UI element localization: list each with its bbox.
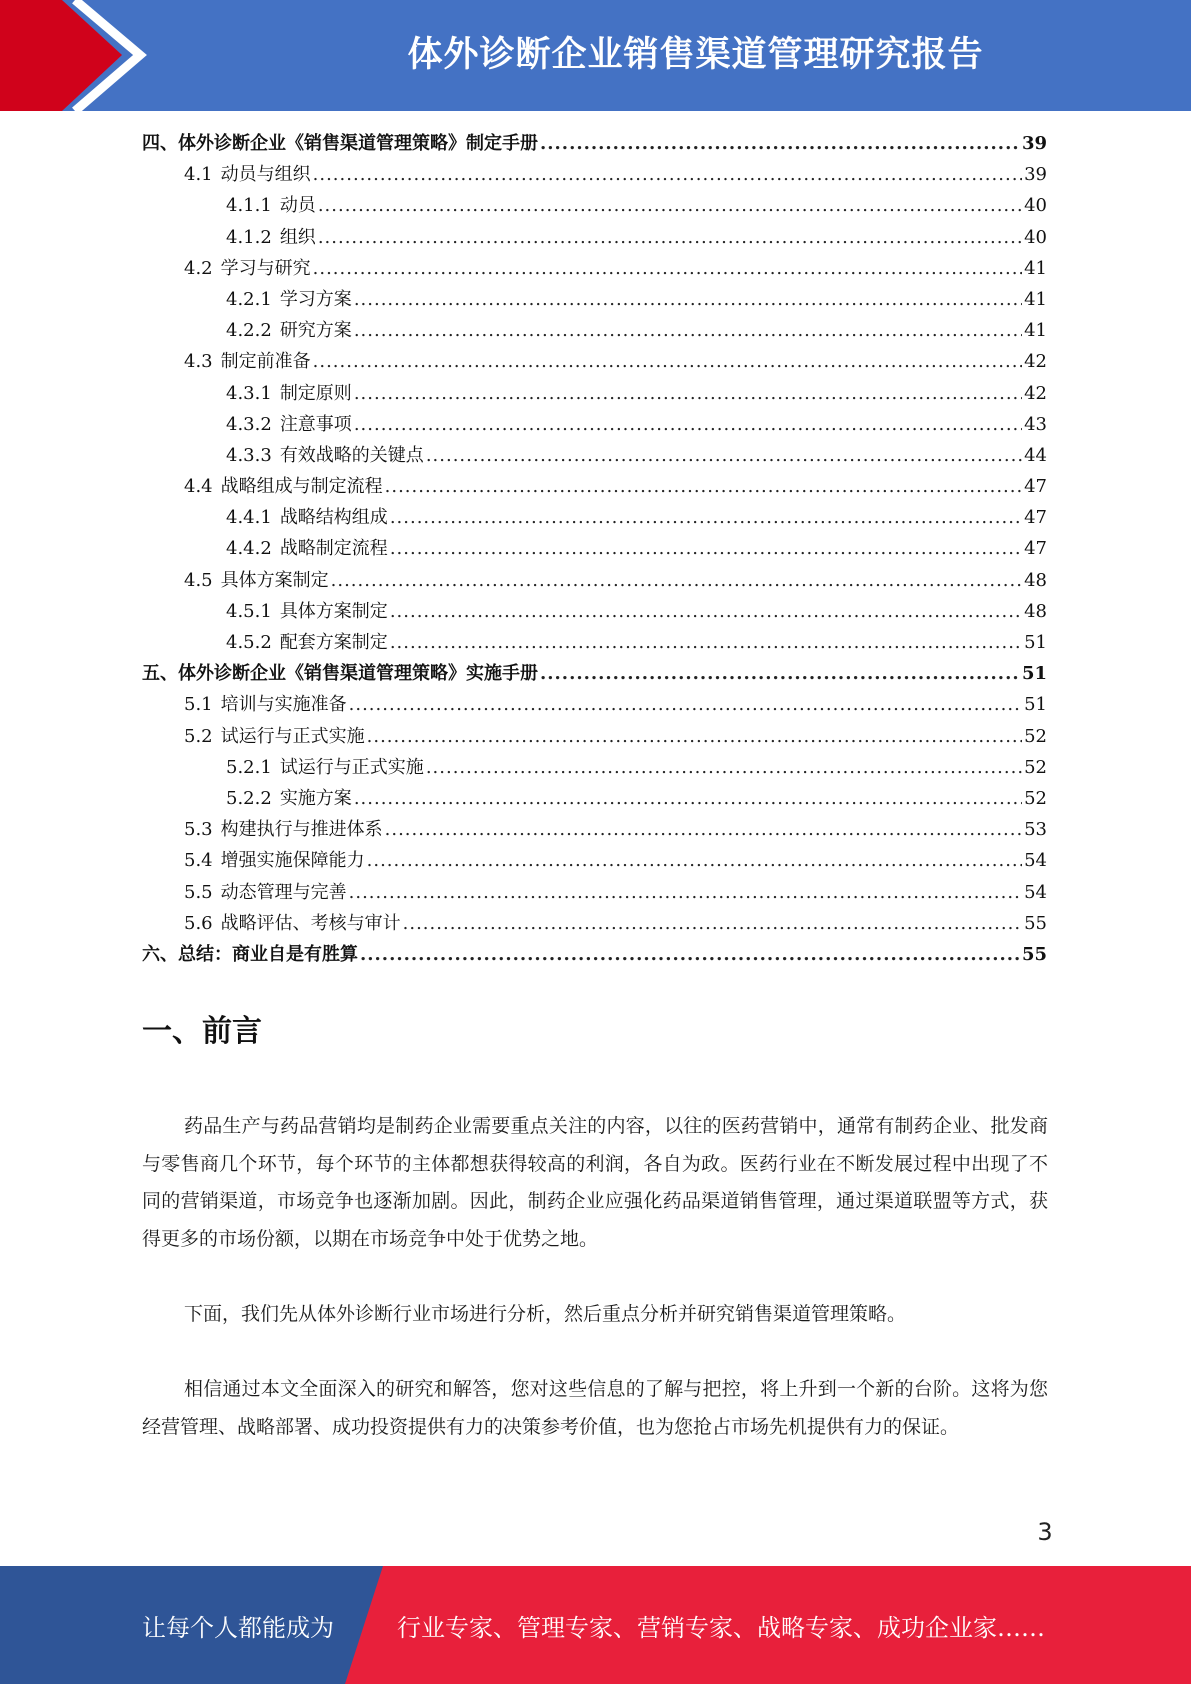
toc-entry-page: 53 bbox=[1024, 819, 1047, 841]
toc-entry-title: 总结：商业自是有胜算 bbox=[178, 943, 358, 965]
toc-entry-title: 试运行与正式实施 bbox=[279, 756, 424, 778]
toc-dot-leader bbox=[354, 378, 1022, 409]
toc-dot-leader bbox=[403, 908, 1022, 939]
toc-entry[interactable] bbox=[142, 471, 1047, 502]
toc-entry-title: 制定前准备 bbox=[220, 351, 311, 373]
toc-dot-leader bbox=[360, 939, 1020, 970]
toc-entry-number: 4.5 bbox=[184, 569, 213, 591]
toc-entry-number: 4.5.1 bbox=[226, 600, 272, 622]
toc-dot-leader bbox=[367, 721, 1022, 752]
toc-entry-number: 5.2.2 bbox=[226, 787, 272, 809]
toc-entry-page: 51 bbox=[1024, 632, 1047, 653]
toc-entry-title: 动员与组织 bbox=[220, 164, 311, 186]
footer-band bbox=[0, 1566, 1191, 1684]
toc-dot-leader bbox=[426, 752, 1022, 783]
toc-entry-number: 4.5.2 bbox=[226, 632, 272, 653]
toc-entry[interactable] bbox=[142, 721, 1047, 752]
toc-entry-number: 4.3.2 bbox=[226, 413, 272, 435]
toc-dot-leader bbox=[367, 845, 1022, 876]
toc-entry-title: 培训与实施准备 bbox=[220, 694, 347, 716]
toc-entry-title: 组织 bbox=[279, 226, 316, 248]
toc-entry-number: 4.2 bbox=[184, 257, 213, 279]
toc-entry-page: 42 bbox=[1024, 382, 1047, 404]
section-heading: 一、前言 bbox=[142, 1014, 262, 1049]
toc-dot-leader bbox=[390, 627, 1022, 658]
toc-entry-page: 51 bbox=[1021, 663, 1047, 685]
toc-entry-page: 48 bbox=[1024, 569, 1047, 591]
toc-entry[interactable] bbox=[142, 908, 1047, 939]
toc-entry-title: 配套方案制定 bbox=[279, 632, 388, 653]
toc-entry-title: 试运行与正式实施 bbox=[220, 725, 365, 747]
toc-entry-number: 4.2.1 bbox=[226, 288, 272, 310]
toc-entry-title: 动态管理与完善 bbox=[220, 881, 347, 903]
toc-dot-leader bbox=[390, 502, 1022, 533]
toc-entry-title: 构建执行与推进体系 bbox=[220, 819, 383, 841]
toc-dot-leader bbox=[354, 284, 1022, 315]
toc-entry[interactable] bbox=[142, 346, 1047, 377]
toc-entry-title: 体外诊断企业《销售渠道管理策略》实施手册 bbox=[178, 663, 538, 685]
red-chevron-icon bbox=[0, 0, 160, 111]
toc-entry[interactable] bbox=[142, 253, 1047, 284]
toc-entry[interactable] bbox=[142, 783, 1047, 814]
toc-entry-page: 52 bbox=[1024, 725, 1047, 747]
toc-entry-title: 具体方案制定 bbox=[220, 569, 329, 591]
toc-entry-page: 55 bbox=[1024, 912, 1047, 934]
toc-entry-number: 4.2.2 bbox=[226, 320, 272, 342]
toc-entry-number: 5.5 bbox=[184, 881, 213, 903]
toc-entry-page: 40 bbox=[1024, 195, 1047, 217]
toc-entry-page: 43 bbox=[1024, 413, 1047, 435]
toc-dot-leader bbox=[313, 253, 1022, 284]
paragraph-1: 药品生产与药品营销均是制药企业需要重点关注的内容，以往的医药营销中，通常有制药企业、批发商与零售商几个环节，每个环节的主体都想获得较高的利润，各自为政。医药行业在不断发展过程中出现了不同的营销渠道，市场竞争也逐渐加剧。因此，制药企业应强化药品渠道销售管理，通过渠道联盟等方式，获得更多的市场份额，以期在市场竞争中处于优势之地。 bbox=[142, 1115, 1048, 1250]
toc-entry-number: 5.4 bbox=[184, 850, 213, 872]
toc-entry-number: 4.4.2 bbox=[226, 538, 272, 560]
toc-entry-title: 具体方案制定 bbox=[279, 600, 388, 622]
toc-entry[interactable] bbox=[142, 222, 1047, 253]
footer-slogan-right: 行业专家、管理专家、营销专家、战略专家、成功企业家…… bbox=[397, 1613, 1045, 1642]
toc-dot-leader bbox=[313, 346, 1022, 377]
toc-dot-leader bbox=[349, 689, 1022, 720]
report-title: 体外诊断企业销售渠道管理研究报告 bbox=[407, 35, 984, 75]
page-number: 3 bbox=[1037, 1518, 1053, 1546]
toc-entry[interactable] bbox=[142, 939, 1047, 970]
toc-dot-leader bbox=[385, 471, 1022, 502]
toc-entry-title: 注意事项 bbox=[279, 413, 352, 435]
toc-entry[interactable] bbox=[142, 378, 1047, 409]
toc-entry-number: 五、 bbox=[142, 663, 178, 685]
toc-entry-title: 学习与研究 bbox=[220, 257, 311, 279]
toc-dot-leader bbox=[313, 159, 1022, 190]
toc-dot-leader bbox=[426, 440, 1022, 471]
toc-entry-title: 战略制定流程 bbox=[279, 538, 388, 560]
toc-entry[interactable] bbox=[142, 128, 1047, 159]
toc-entry-page: 52 bbox=[1024, 756, 1047, 778]
toc-entry-number: 4.1.2 bbox=[226, 226, 272, 248]
toc-dot-leader bbox=[318, 190, 1022, 221]
toc-entry-page: 52 bbox=[1024, 787, 1047, 809]
paragraph-3: 相信通过本文全面深入的研究和解答，您对这些信息的了解与把控，将上升到一个新的台阶。这将为您经营管理、战略部署、成功投资提供有力的决策参考价值，也为您抢占市场先机提供有力的保证。 bbox=[142, 1378, 1048, 1438]
toc-entry[interactable] bbox=[142, 752, 1047, 783]
toc-entry-page: 48 bbox=[1024, 600, 1047, 622]
toc-entry[interactable] bbox=[142, 284, 1047, 315]
toc-entry-title: 增强实施保障能力 bbox=[220, 850, 365, 872]
toc-entry[interactable] bbox=[142, 409, 1047, 440]
toc-dot-leader bbox=[354, 783, 1022, 814]
toc-entry-page: 39 bbox=[1021, 133, 1047, 154]
toc-entry[interactable] bbox=[142, 159, 1047, 190]
toc-entry-title: 制定原则 bbox=[279, 382, 352, 404]
toc-entry-number: 5.2 bbox=[184, 725, 213, 747]
toc-entry[interactable] bbox=[142, 533, 1047, 564]
toc-entry-title: 战略评估、考核与审计 bbox=[220, 912, 401, 934]
toc-entry-number: 4.4.1 bbox=[226, 507, 272, 529]
toc-entry-title: 有效战略的关键点 bbox=[279, 444, 424, 466]
toc-dot-leader bbox=[354, 315, 1022, 346]
toc-dot-leader bbox=[349, 877, 1022, 908]
toc-entry-page: 54 bbox=[1024, 850, 1047, 872]
toc-entry-page: 47 bbox=[1024, 507, 1047, 529]
toc-entry[interactable] bbox=[142, 315, 1047, 346]
toc-entry-number: 六、 bbox=[142, 943, 178, 965]
toc-entry-page: 42 bbox=[1024, 351, 1047, 373]
toc-entry-title: 研究方案 bbox=[279, 320, 352, 342]
toc-entry[interactable] bbox=[142, 877, 1047, 908]
toc-entry-number: 5.2.1 bbox=[226, 756, 272, 778]
toc-entry-number: 4.1.1 bbox=[226, 195, 272, 217]
toc-entry-number: 4.3.3 bbox=[226, 444, 272, 466]
toc-entry-page: 51 bbox=[1024, 694, 1047, 716]
toc-entry-title: 动员 bbox=[279, 195, 316, 217]
toc-entry[interactable] bbox=[142, 565, 1047, 596]
toc-dot-leader bbox=[540, 658, 1020, 689]
toc-entry[interactable] bbox=[142, 190, 1047, 221]
toc-entry-number: 5.3 bbox=[184, 819, 213, 841]
toc-entry[interactable] bbox=[142, 845, 1047, 876]
toc-entry[interactable] bbox=[142, 658, 1047, 689]
toc-dot-leader bbox=[318, 222, 1022, 253]
toc-entry[interactable] bbox=[142, 689, 1047, 720]
toc-dot-leader bbox=[390, 533, 1022, 564]
toc-entry-page: 54 bbox=[1024, 881, 1047, 903]
toc-entry-number: 4.4 bbox=[184, 476, 213, 498]
toc-entry-page: 41 bbox=[1024, 320, 1047, 342]
toc-entry-title: 战略结构组成 bbox=[279, 507, 388, 529]
toc-dot-leader bbox=[540, 128, 1020, 159]
toc-entry-page: 40 bbox=[1024, 226, 1047, 248]
toc-entry-page: 41 bbox=[1024, 288, 1047, 310]
toc-entry-title: 实施方案 bbox=[279, 787, 352, 809]
toc-entry-number: 5.6 bbox=[184, 912, 213, 934]
toc-entry-title: 战略组成与制定流程 bbox=[220, 476, 383, 498]
footer-slogan-left: 让每个人都能成为 bbox=[142, 1613, 334, 1642]
toc-entry[interactable] bbox=[142, 814, 1047, 845]
toc-entry-title: 体外诊断企业《销售渠道管理策略》制定手册 bbox=[178, 133, 538, 154]
toc-dot-leader bbox=[331, 565, 1022, 596]
toc-entry-number: 四、 bbox=[142, 133, 178, 154]
toc-entry-number: 4.1 bbox=[184, 164, 213, 186]
toc-dot-leader bbox=[390, 596, 1022, 627]
toc-entry-page: 47 bbox=[1024, 538, 1047, 560]
toc-entry[interactable] bbox=[142, 502, 1047, 533]
toc-entry-number: 4.3.1 bbox=[226, 382, 272, 404]
table-of-contents bbox=[142, 128, 1047, 970]
toc-entry-page: 41 bbox=[1024, 257, 1047, 279]
toc-entry-page: 44 bbox=[1024, 444, 1047, 466]
toc-entry[interactable] bbox=[142, 440, 1047, 471]
toc-dot-leader bbox=[354, 409, 1022, 440]
toc-entry[interactable] bbox=[142, 627, 1047, 658]
toc-entry-page: 55 bbox=[1021, 943, 1047, 965]
toc-entry-number: 4.3 bbox=[184, 351, 213, 373]
header-band bbox=[0, 0, 1191, 111]
toc-entry-page: 39 bbox=[1024, 164, 1047, 186]
toc-entry-title: 学习方案 bbox=[279, 288, 352, 310]
toc-entry-number: 5.1 bbox=[184, 694, 213, 716]
toc-entry[interactable] bbox=[142, 596, 1047, 627]
toc-dot-leader bbox=[385, 814, 1022, 845]
paragraph-2: 下面，我们先从体外诊断行业市场进行分析，然后重点分析并研究销售渠道管理策略。 bbox=[184, 1303, 907, 1325]
toc-entry-page: 47 bbox=[1024, 476, 1047, 498]
